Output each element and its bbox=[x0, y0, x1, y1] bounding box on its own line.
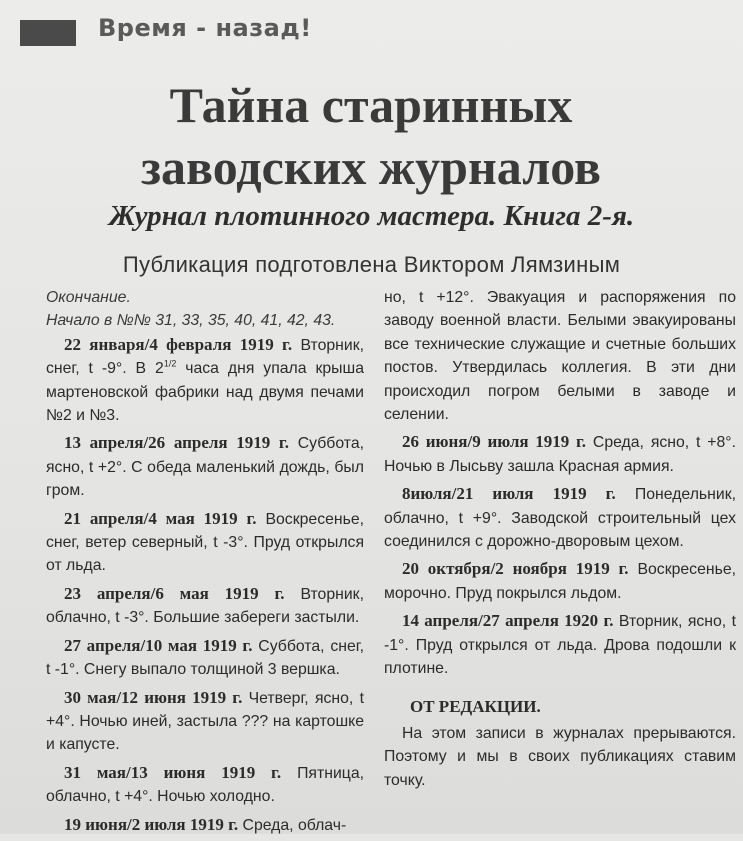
entry-date: 26 июня/9 июля 1919 г. bbox=[402, 432, 587, 452]
diary-entry bbox=[46, 582, 364, 630]
rubric-label: Время - назад! bbox=[98, 14, 312, 42]
entry-text: Понедельник, облачно, t +9°. Заводской строительный цех соединился с дорожно-дворовым цехом. bbox=[384, 486, 736, 551]
entry-text: Суббота, снег, t -1°. Снегу выпало толщиной 3 вершка. bbox=[46, 637, 364, 679]
entry-date: 8июля/21 июля 1919 г. bbox=[402, 484, 616, 504]
note-ending: Окончание. bbox=[46, 289, 131, 306]
entry-continuation: но, t +12°. Эвакуация и распоряжения по заводу военной власти. Белыми эвакуированы все технические служащие и счетные больших постов. Утвердилась коллегия. В эти дни происходил погром белыми в заводе и селении. bbox=[384, 289, 736, 424]
entry-text: Вторник, снег, t -9°. В 2 bbox=[46, 336, 364, 378]
entry-date: 23 апреля/6 мая 1919 г. bbox=[64, 583, 285, 603]
entry-text: Суббота, ясно, t +2°. С обеда маленький дождь, был гром. bbox=[46, 435, 365, 500]
diary-entry bbox=[384, 430, 736, 478]
diary-entry bbox=[46, 431, 364, 502]
entry-text: Вторник, ясно, t -1°. Пруд открылся от льда. Дрова подошли к плотине. bbox=[384, 613, 736, 678]
entry-text: Пятница, облачно, t +4°. Ночью холодно. bbox=[46, 764, 364, 806]
editorial-text: На этом записи в журналах прерываются. Поэтому и мы в своих публикациях ставим точку. bbox=[384, 724, 736, 789]
right-column bbox=[384, 286, 736, 796]
entry-text: Воскресенье, снег, ветер северный, t -3°. Пруд открылся от льда. bbox=[46, 510, 365, 575]
entry-date: 13 апреля/26 апреля 1919 г. bbox=[64, 433, 289, 453]
diary-entry bbox=[46, 813, 364, 837]
rubric-marker bbox=[20, 20, 76, 46]
title-line-1: Тайна старинных bbox=[169, 77, 573, 133]
note-start: Начало в №№ 31, 33, 35, 40, 41, 42, 43. bbox=[46, 312, 336, 330]
diary-entry bbox=[46, 686, 364, 757]
entry-text: Воскресенье, морочно. Пруд покрылся льдом. bbox=[384, 561, 736, 602]
entry-text: часа дня упала крыша мартеновской фабрики над двумя печами №2 и №3. bbox=[46, 360, 364, 425]
entry-text: Среда, облач- bbox=[238, 816, 347, 834]
entry-text: Четверг, ясно, t +4°. Ночью иней, застыла ??? на картошке и капусте. bbox=[46, 689, 364, 754]
diary-entry bbox=[384, 482, 736, 553]
entry-date: 31 мая/13 июня 1919 г. bbox=[64, 762, 282, 782]
article-byline: Публикация подготовлена Виктором Лямзиным bbox=[122, 252, 621, 277]
title-line-2: заводских журналов bbox=[140, 139, 602, 195]
article-title bbox=[60, 74, 682, 198]
diary-entry bbox=[46, 333, 364, 428]
entry-date: 22 января/4 февраля 1919 г. bbox=[64, 334, 293, 354]
left-column bbox=[46, 286, 364, 841]
entry-date: 19 июня/2 июля 1919 г. bbox=[64, 814, 239, 834]
entry-date: 14 апреля/27 апреля 1920 г. bbox=[402, 611, 614, 631]
diary-entry bbox=[384, 557, 736, 605]
entry-date: 27 апреля/10 мая 1919 г. bbox=[64, 635, 253, 655]
diary-entry bbox=[384, 609, 736, 680]
diary-entry bbox=[46, 507, 364, 578]
article-subtitle: Журнал плотинного мастера. Книга 2-я. bbox=[108, 200, 635, 232]
entry-text: Вторник, облачно, t -3°. Большие забереги застыли. bbox=[46, 585, 364, 627]
entry-date: 21 апреля/4 мая 1919 г. bbox=[64, 508, 257, 528]
entry-date: 20 октября/2 ноября 1919 г. bbox=[402, 559, 629, 579]
entry-superscript: 1/2 bbox=[163, 358, 177, 369]
editorial-heading: ОТ РЕДАКЦИИ. bbox=[410, 696, 541, 716]
diary-entry bbox=[46, 634, 364, 682]
diary-entry bbox=[46, 761, 364, 809]
entry-date: 30 мая/12 июня 1919 г. bbox=[64, 687, 243, 707]
entry-text: Среда, ясно, t +8°. Ночью в Лысьву зашла Красная армия. bbox=[384, 434, 736, 475]
